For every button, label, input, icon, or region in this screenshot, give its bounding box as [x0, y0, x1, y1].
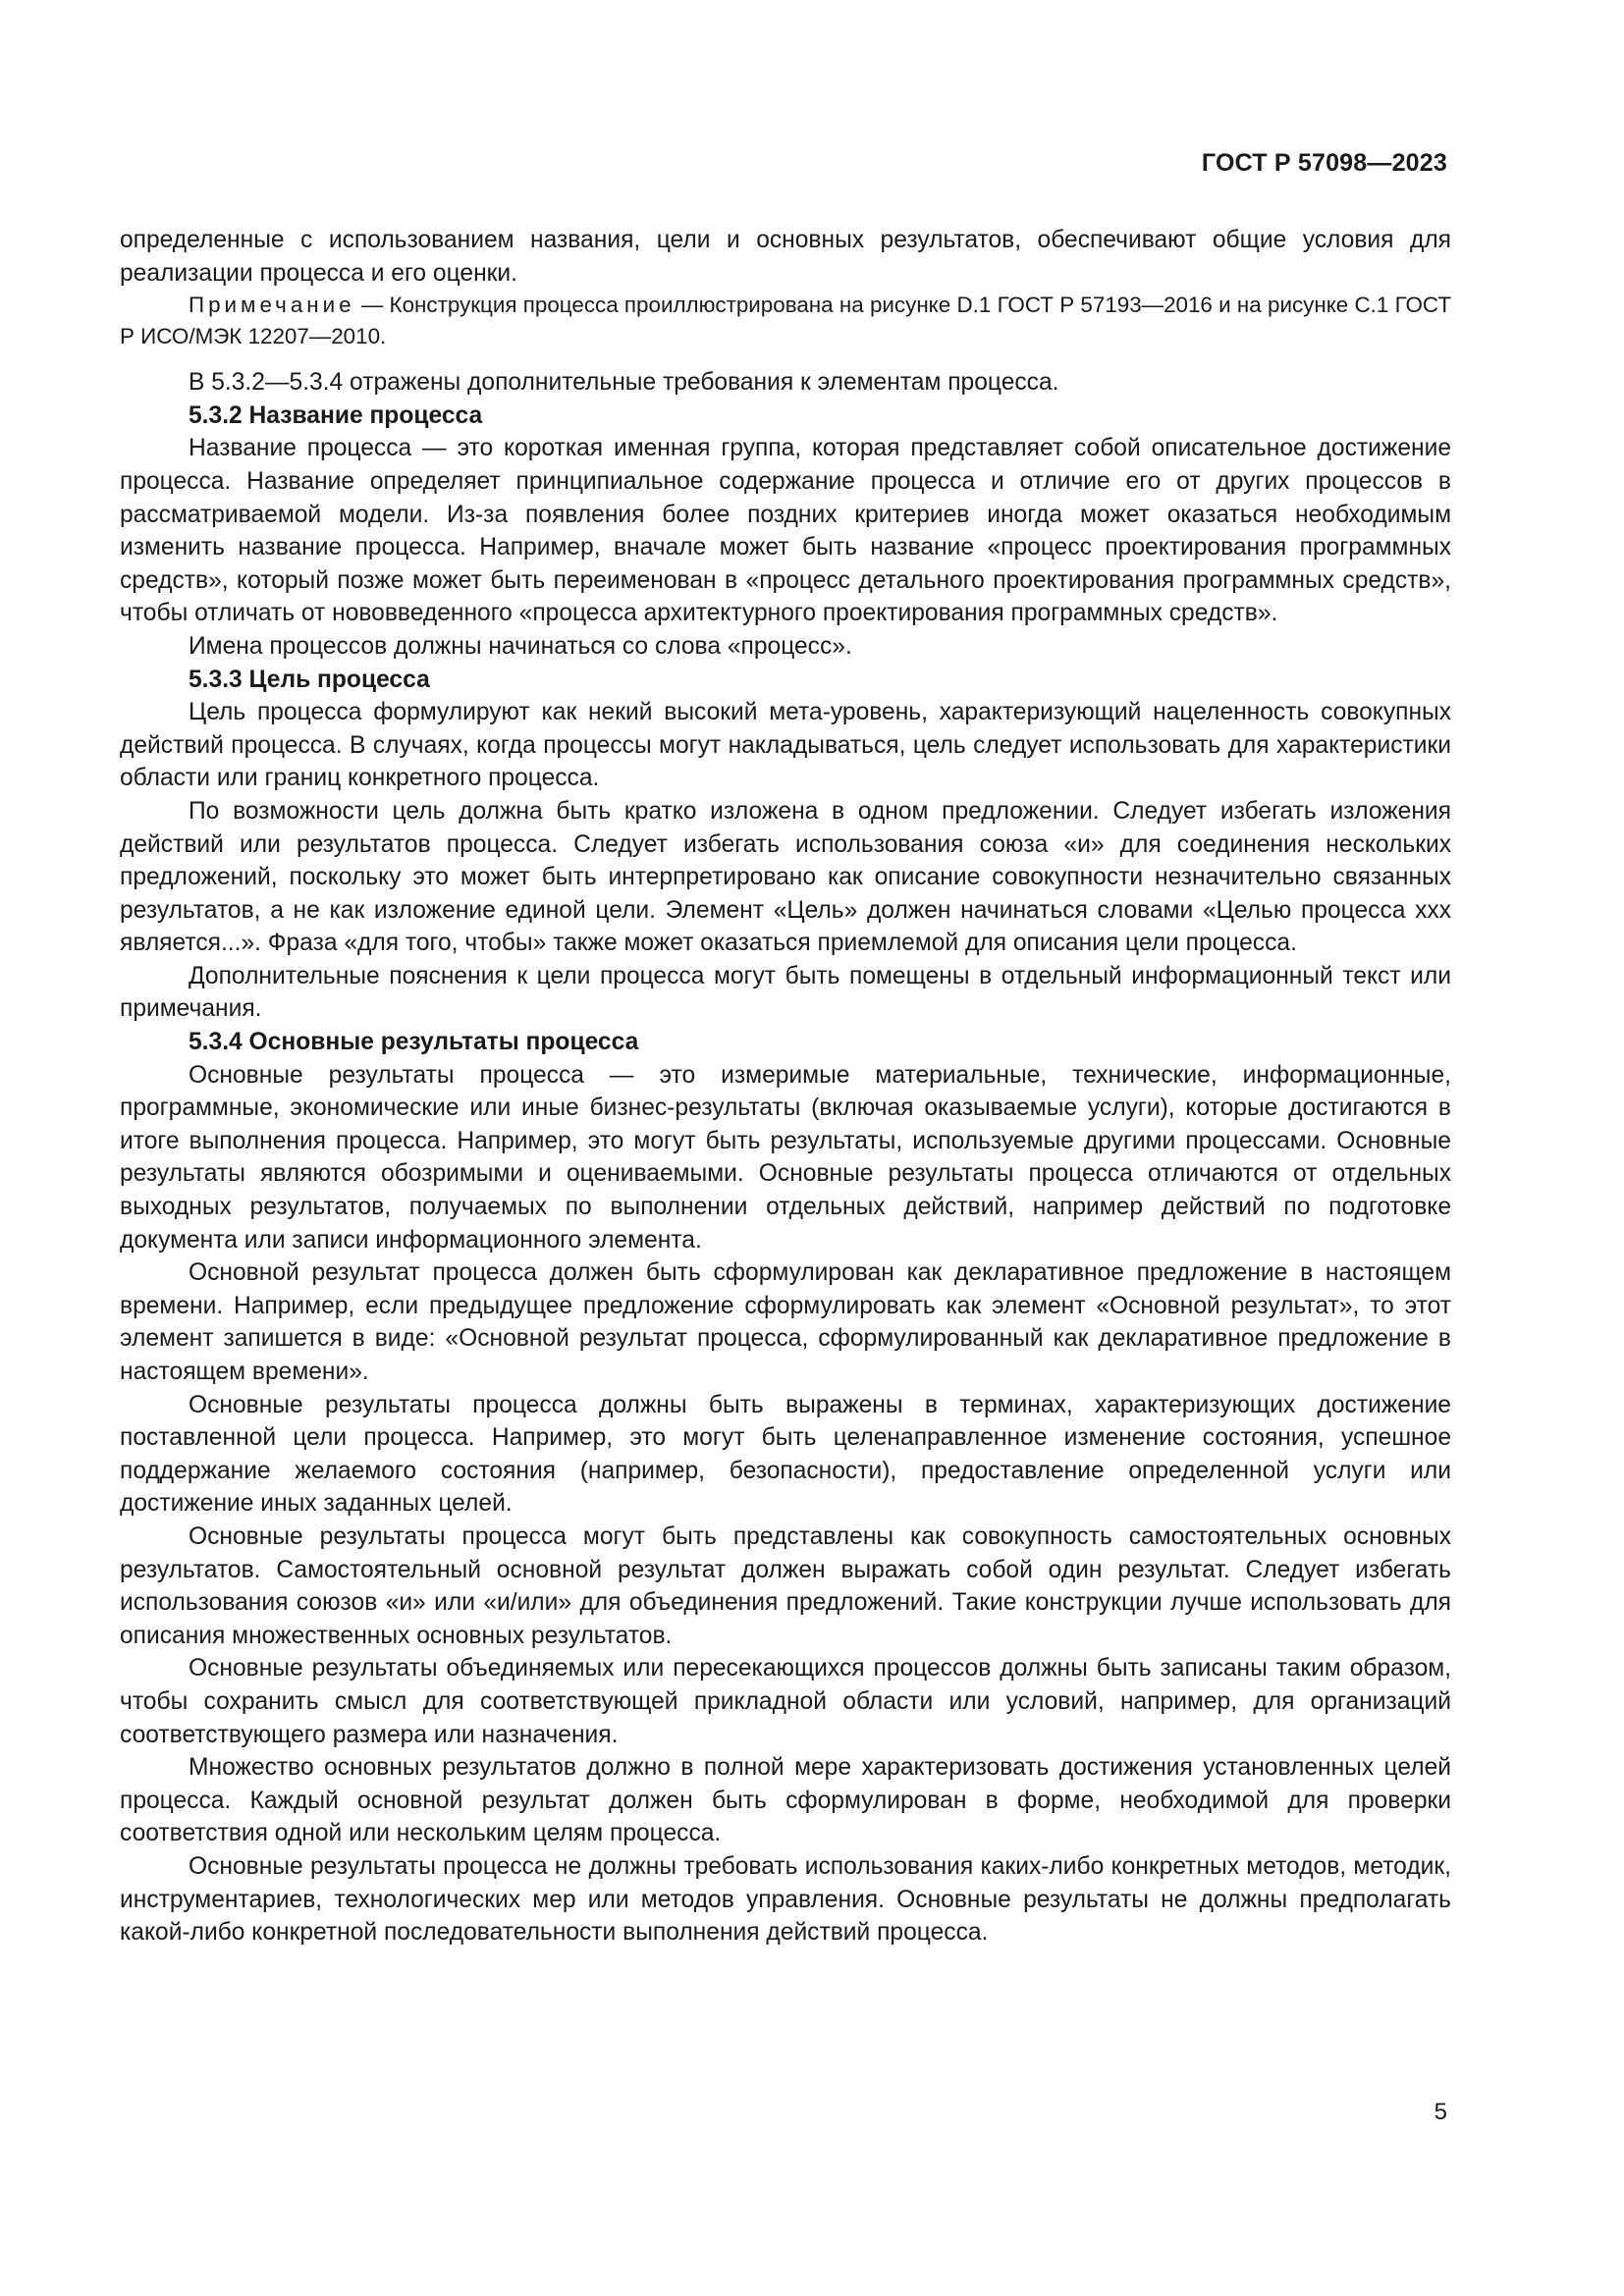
paragraph-continuation: определенные с использованием названия, цели и основных результатов, обеспечивают общие условия для реализации процесса и его оценки.: [120, 227, 1451, 287]
note: [120, 290, 1451, 352]
section-heading-5-3-2: 5.3.2 Название процесса: [189, 401, 483, 429]
paragraph: Название процесса — это короткая именная группа, которая представляет собой описательное достижение процесса. Название определяет принципиальное содержание процесса и отличие его от других процессов в рассматриваемой модели. Из-за появления более поздних критериев иногда может оказаться необходимым изменить название процесса. Например, вначале может быть название «процесс проектирования программных средств», который позже может быть переименован в «процесс детального проектирования программных средств», чтобы отличать от нововведенного «процесса архитектурного проектирования программных средств».: [120, 435, 1451, 627]
document-code: ГОСТ Р 57098—2023: [1201, 149, 1447, 177]
section-heading-5-3-4: 5.3.4 Основные результаты процесса: [189, 1029, 639, 1056]
paragraph-intro: В 5.3.2—5.3.4 отражены дополнительные требования к элементам процесса.: [189, 369, 1059, 397]
paragraph: По возможности цель должна быть кратко изложена в одном предложении. Следует избегать изложения действий или результатов процесса. Следует избегать использования союза «и» для соединения нескольких предложений, поскольку это может быть интерпретировано как описание совокупности незначительно связанных результатов, а не как изложение единой цели. Элемент «Цель» должен начинаться словами «Целью процесса ххх является...». Фраза «для того, чтобы» также может оказаться приемлемой для описания цели процесса.: [120, 797, 1451, 957]
page-number: 5: [1434, 2099, 1447, 2125]
paragraph: Основные результаты процесса могут быть представлены как совокупность самостоятельных основных результатов. Самостоятельный основной результат должен выражать собой один результат. Следует избегать использования союзов «и» или «и/или» для объединения предложений. Такие конструкции лучше использовать для описания множественных основных результатов.: [120, 1522, 1451, 1649]
paragraph: Основные результаты процесса должны быть выражены в терминах, характеризующих достижение поставленной цели процесса. Например, это могут быть целенаправленное изменение состояния, успешное поддержание желаемого состояния (например, безопасности), предоставление определенной услуги или достижение иных заданных целей.: [120, 1391, 1451, 1518]
paragraph: Основные результаты процесса не должны требовать использования каких-либо конкретных методов, методик, инструментариев, технологических мер или методов управления. Основные результаты не должны предполагать какой-либо конкретной последовательности выполнения действий процесса.: [120, 1852, 1451, 1947]
paragraph: Цель процесса формулируют как некий высокий мета-уровень, характеризующий нацеленность совокупных действий процесса. В случаях, когда процессы могут накладываться, цель следует использовать для характеристики области или границ конкретного процесса.: [120, 699, 1451, 792]
note-label: Примечание: [189, 293, 355, 318]
page-content: [120, 224, 1451, 1949]
note-text: — Конструкция процесса проиллюстрирована на рисунке D.1 ГОСТ Р 57193—2016 и на рисунке С.1 ГОСТ Р ИСО/МЭК 12207—2010.: [120, 293, 1451, 349]
section-heading-5-3-3: 5.3.3 Цель процесса: [189, 666, 430, 693]
paragraph: Основной результат процесса должен быть сформулирован как декларативное предложение в настоящем времени. Например, если предыдущее предложение сформулировать как элемент «Основной результат», то этот элемент запишется в виде: «Основной результат процесса, сформулированный как декларативное предложение в настоящем времени».: [120, 1259, 1451, 1385]
paragraph: Имена процессов должны начинаться со слова «процесс».: [189, 632, 852, 660]
paragraph: Множество основных результатов должно в полной мере характеризовать достижения установленных целей процесса. Каждый основной результат должен быть сформулирован в форме, необходимой для проверки соответствия одной или нескольким целям процесса.: [120, 1754, 1451, 1847]
paragraph: Дополнительные пояснения к цели процесса могут быть помещены в отдельный информационный текст или примечания.: [120, 962, 1451, 1023]
paragraph: Основные результаты объединяемых или пересекающихся процессов должны быть записаны таким образом, чтобы сохранить смысл для соответствующей прикладной области или условий, например, для организаций соответствующего размера или назначения.: [120, 1655, 1451, 1748]
paragraph: Основные результаты процесса — это измеримые материальные, технические, информационные, программные, экономические или иные бизнес-результаты (включая оказываемые услуги), которые достигаются в итоге выполнения процесса. Например, это могут быть результаты, используемые другими процессами. Основные результаты являются обозримыми и оцениваемыми. Основные результаты процесса отличаются от отдельных выходных результатов, получаемых по выполнении отдельных действий, например действий по подготовке документа или записи информационного элемента.: [120, 1061, 1451, 1254]
